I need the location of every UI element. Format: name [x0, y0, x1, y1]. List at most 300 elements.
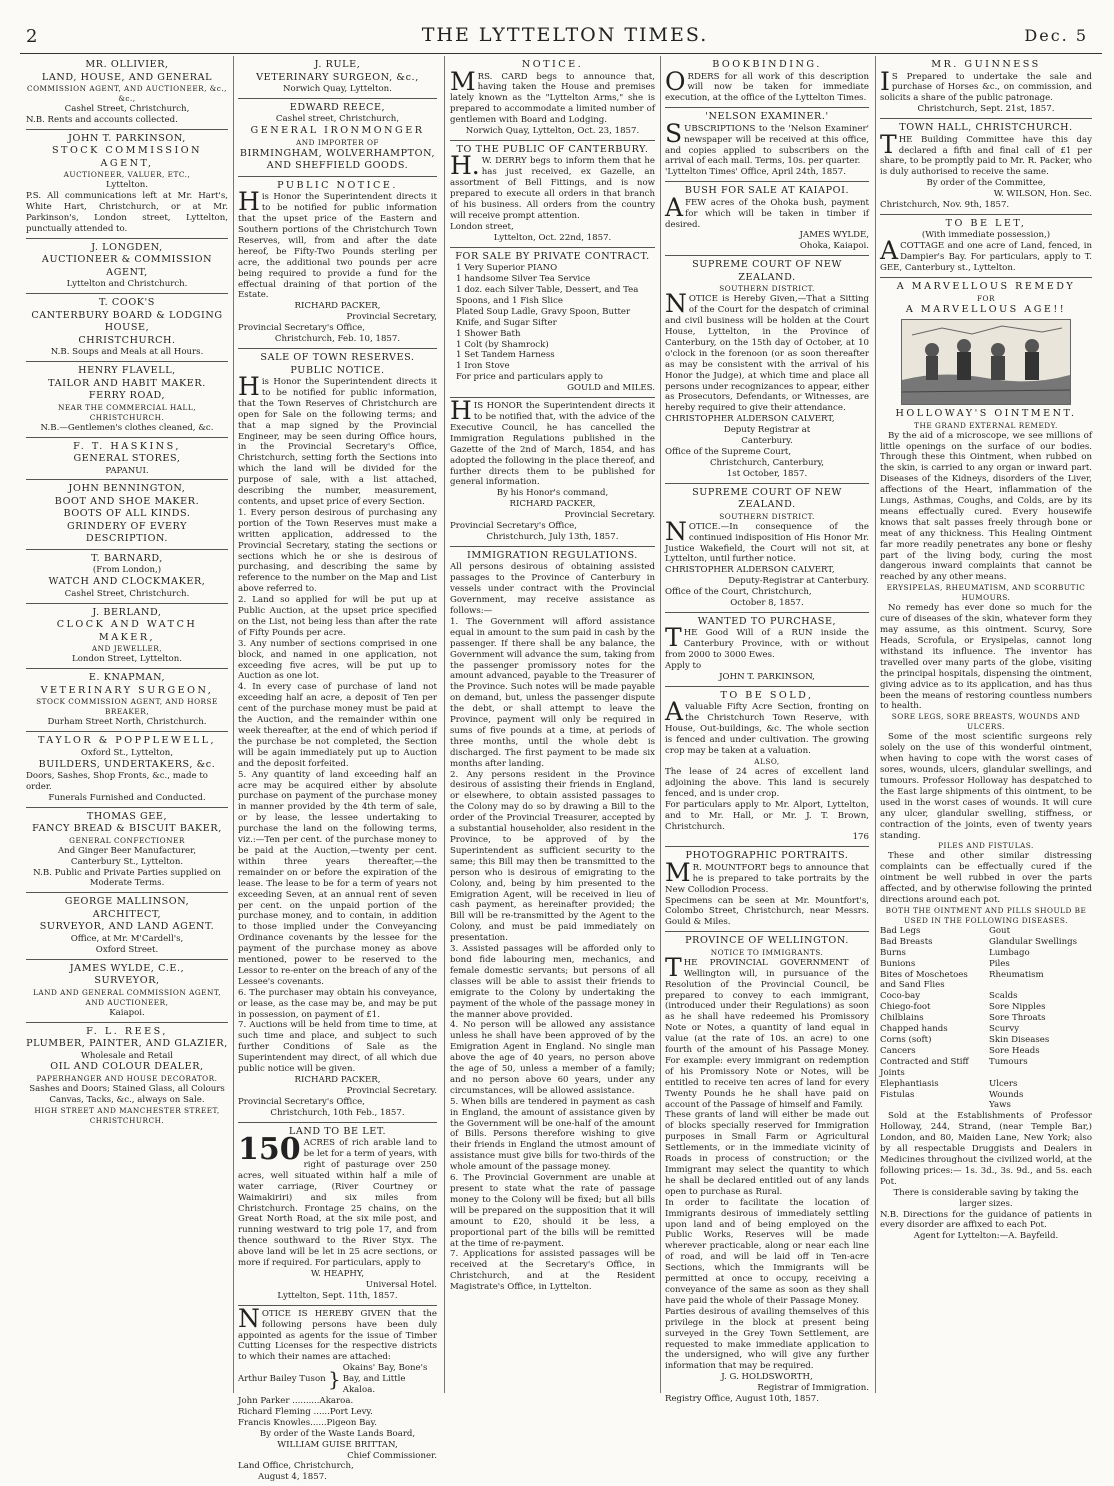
ad-sold: Sold at the Establishments of Professor Holloway, 244, Strand, (near Temple Bar,) London, and 80, Maiden Lane, New York; also by all respectable Druggists and Dealers in Medicines throughout the civilized world, at the following prices:— 1s. 3d., 3s. 9d., and 5s. each Pot.: [880, 1111, 1092, 1187]
list-item: Fistulas: [880, 1089, 915, 1100]
ad-heading: BUSH FOR SALE AT KAIAPOI.: [684, 185, 850, 197]
ad-address: London Street, Lyttelton.: [72, 654, 182, 665]
ad-body: Avaluable Fifty Acre Section, fronting on the Christchurch Town Reserve, with House, Out-buildings, &c. The whole section is fenced and under cultivation. The growing crop may be taken at a valuation.: [665, 697, 869, 757]
list-item: Corns (soft): [880, 1035, 932, 1045]
ad-signer: JAMES WYLDE,: [799, 230, 869, 241]
ad-knapman: [26, 671, 228, 732]
column-1: [26, 58, 228, 1391]
notice-body: THE PROVINCIAL GOVERNMENT of Wellington will, in pursuance of the Resolution of the Provincial Council, be prepared to convey to each immigrant, (introduced under their Regulations) as soon as he shall have redeemed his Promissory Note or Notes, a quantity of land equal in value (at the rate of 10s. an acre) to one fourth of the amount of his Passage Money. For example: every immigrant on redemption of his Promissory Note or Notes, will be entitled to receive ten acres of land for every Twenty Pounds he he shall have paid on account of the Passage of himself and Family.: [665, 952, 869, 1110]
ad-nb: N.B. Directions for the guidance of patients in every disorder are affixed to each Pot.: [880, 1209, 1092, 1231]
regulation: 2. Any persons resident in the Province desirous of assisting their friends in England, or elsewhere, to obtain assisted passages to the Colony may do so by drawing a Bill to the order of the Provincial Treasurer, accepted by a substantial householder, also resident in the Province, to be approved of by the Superintendent as sufficient security to the same; this Bill may then be transmitted to the person who is desirous of emigrating to the Colony, and, being by him presented to the Emigration Agent, will be received in lieu of cash payment, as hereinafter provided; the Bill will be re-transmitted by the Agent to the Colony, and must be paid immediately on presentation.: [450, 769, 655, 944]
notice-signer: RICHARD PACKER,: [509, 499, 596, 510]
ad-berland: [26, 606, 228, 669]
ad-land-to-let: [238, 1125, 437, 1306]
ad-date: Christchurch, Nov. 9th, 1857.: [880, 200, 1010, 211]
notice-signer-title: Provincial Secretary.: [346, 1085, 437, 1096]
ad-guinness: [880, 58, 1092, 119]
notice-date: Christchurch, 10th Feb., 1857.: [270, 1107, 405, 1118]
list-item: Rheumatism: [989, 969, 1044, 980]
notice-heading: SUPREME COURT OF NEW ZEALAND.: [692, 486, 842, 511]
ad-body: MR. MOUNTFORT begs to announce that he is prepared to take portraits by the New Collodion Process.: [665, 857, 869, 895]
list-item: Bites of Moschetoes and Sand Flies: [880, 969, 968, 991]
notice-term: 5. Any quantity of land exceeding half an acre may be acquired either by absolute purchase on payment of the purchase money in manner provided by the 4th term of sale, or by lease, the lessee undertaking to purchase the land on the following terms, viz.:—Ten per cent. of the purchase money to be paid at the Auction,—twenty per cent. within three years thereafter,—the remainder on or before the expiration of the lease. The lease to be for a term of years not exceeding Seven, at an annual rent of seven per cent. on the unpaid portion of the purchase money, and to contain, in addition to those implied under the Conveyancing Ordinance covenants by the lessee for the payment of the purchase money as above mentioned, power to be reserved to the Lessor to re-enter on the breach of any of the Lessee's covenants.: [238, 769, 437, 987]
ad-order: By order of the Committee,: [926, 178, 1046, 189]
ad-barnard: [26, 552, 228, 604]
ad-address: Durham Street North, Christchurch.: [47, 717, 207, 728]
ad-to-be-sold: [665, 689, 869, 847]
list-item: Gout: [989, 925, 1011, 936]
masthead: [20, 22, 1110, 48]
product-heading: HOLLOWAY'S OINTMENT.: [895, 408, 1077, 420]
ad-body: SUBSCRIPTIONS to the 'Nelson Examiner' newspaper will be received at this office, and copies applied to subscribers on the arrival of each mail. Terms, 10s. per quarter.: [665, 118, 869, 167]
list-item: Bad Legs: [880, 925, 921, 936]
newspaper-title: THE LYTTELTON TIMES.: [421, 24, 709, 46]
notice-heading: PROVINCE OF WELLINGTON.: [685, 935, 849, 947]
ad-signer-place: Universal Hotel.: [365, 1279, 437, 1290]
notice-district: SOUTHERN DISTRICT.: [719, 284, 815, 294]
list-item: Yaws: [989, 1100, 1011, 1111]
ad-parkinson: [26, 132, 228, 239]
regulation: 1. The Government will afford assistance equal in amount to the sum paid in cash by the passenger. If there shall be any balance, the Government will advance the sum, taking from the passenger promissory notes for the amount advanced, payable to the Treasurer of the Province. Such notes will be made payable on demand, but, unless the passenger dispute the debt, or shall attempt to leave the Province, payment will only be required in sums of five pounds at a time, at periods of three months, until the whole debt is discharged. The first payment to be made six months after landing.: [450, 616, 655, 769]
notice-signer-title: Registrar of Immigration.: [757, 1383, 869, 1394]
issue-date: Dec. 5: [1024, 26, 1088, 45]
ad-address: Office, at Mr. M'Cardell's,: [70, 933, 184, 944]
notice-body: In order to facilitate the location of Immigrants desirous of immediately settling upon land and of being employed on the Public Works, Reserves will be made wherever practicable, along or near each line of road, and will be laid off in Ten-acre Sections, which the Immigrants will be permitted at once to occupy, receiving a conveyance of the same as soon as they shall have paid the whole of their Passage Money.: [665, 1197, 869, 1306]
disease-list: [880, 926, 1092, 1111]
ad-heading: PHOTOGRAPHIC PORTRAITS.: [685, 850, 849, 862]
list-item: Glandular Swellings: [989, 936, 1078, 947]
notice-date: Registry Office, August 10th, 1857.: [665, 1394, 819, 1405]
sale-item: 1 doz. each Silver Table, Dessert, and Tea Spoons, and 1 Fish Slice: [456, 285, 639, 306]
notice-heading: NOTICE.: [521, 59, 584, 70]
ad-wanted: [665, 615, 869, 687]
ad-body: No remedy has ever done so much for the cure of diseases of the skin, whatever form they may assume, as this ointment. Scurvy, Sore Heads, Scrofula, or Erysipelas, cannot long withstand its influence. The inventor has travelled over many parts of the globe, visiting the principal hospitals, dispensing the ointment, giving advice as to its application, and has thus been the means of restoring countless numbers to health.: [880, 603, 1092, 712]
list-item: Sore Heads: [989, 1045, 1040, 1056]
ad-name: TAYLOR & POPPLEWELL,: [37, 735, 217, 747]
notice-upset-price: [238, 179, 437, 349]
sale-item: 1 Set Tandem Harness: [456, 350, 555, 361]
ad-subheading: (With immediate possession,): [921, 230, 1051, 241]
notice-signer: J. G. HOLDSWORTH,: [721, 1372, 813, 1383]
list-item: Piles: [989, 958, 1010, 969]
brace-glyph: }: [328, 1367, 341, 1392]
ad-name: J. BERLAND,: [92, 606, 162, 618]
notice-term: 6. The purchaser may obtain his conveyance, or lease, as the case may be, and may be put in possession, on payment of £1.: [238, 987, 437, 1020]
ad-trade: WATCH AND CLOCKMAKER,: [48, 576, 206, 588]
regulation: 3. Assisted passages will be afforded only to bond fide labouring men, mechanics, and female domestic servants; but persons of all classes will be able to assist their friends to emigrate to the Colony by undertaking the payment of the whole of the passage money in the manner above provided.: [450, 944, 655, 1020]
list-item: Coco-bay: [880, 991, 921, 1002]
ad-trade: FANCY BREAD & BISCUIT BAKER,: [32, 823, 222, 835]
notice-intro: His Honor the Superintendent directs it to be notified for public information, that the Town Reserves of Christchurch are open for Sale on the following terms; and that a map signed by the Provincial Engineer, may be seen during Office hours, in the Provincial Secretary's Office, Christchurch, setting forth the Sections into which the land will be divided for the purpose of sale, with a list attached, describing the number, measurement, contents, and upset price of every Section.: [238, 372, 437, 507]
ad-reece: [238, 101, 437, 177]
ad-address: PAPANUI.: [105, 465, 149, 476]
ad-name: J. LONGDEN,: [91, 241, 163, 253]
banner-line: A MARVELLOUS REMEDY: [896, 281, 1076, 293]
agent-row: Francis Knowles......Pigeon Bay.: [238, 1417, 377, 1428]
notice-subheading: PUBLIC NOTICE.: [290, 364, 385, 376]
ad-trade: LAND AND GENERAL COMMISSION AGENT,: [32, 987, 222, 997]
ad-trade: GENERAL IRONMONGER: [250, 125, 425, 137]
page-number: 2: [26, 26, 38, 47]
ad-reference: 176: [852, 832, 869, 843]
ad-trade: AND JEWELLER,: [91, 644, 163, 654]
ad-heading: MR. GUINNESS: [931, 59, 1041, 70]
ad-note: Sashes and Doors; Stained Glass, all Colours Canvas, Tacks, &c., always on Sale.: [29, 1083, 225, 1105]
ad-signer: W. HEAPHY,: [310, 1269, 365, 1279]
notice-date: 1st October, 1857.: [726, 468, 808, 479]
agent-districts: Okains' Bay, Bone's Bay, and Little Akaloa.: [342, 1363, 428, 1396]
ad-trade: AND SHEFFIELD GOODS.: [266, 160, 409, 172]
ad-address: CHRISTCHURCH.: [89, 1115, 165, 1125]
ad-trade: SURVEYOR, AND LAND AGENT.: [39, 921, 215, 933]
ad-trade: LAND, HOUSE, AND GENERAL: [41, 71, 213, 83]
ad-trade: VETERINARY SURGEON, &c.,: [256, 71, 419, 83]
notice-immigration-cancel: [450, 396, 655, 547]
ad-trade: BREAKER,: [104, 707, 150, 717]
ad-name: JOHN T. PARKINSON,: [68, 132, 186, 144]
ad-kaiapoi-bush: [665, 184, 869, 256]
sale-item: 1 Shower Bath: [456, 328, 521, 339]
ad-date: 'Lyttelton Times' Office, April 24th, 1857.: [665, 167, 846, 178]
ad-subheading: SORE LEGS, SORE BREASTS, WOUNDS AND ULCERS.: [891, 712, 1081, 732]
notice-office: Land Office, Christchurch,: [238, 1461, 354, 1472]
notice-signer: CHRISTOPHER ALDERSON CALVERT,: [665, 565, 835, 576]
ad-name: JOHN BENNINGTON,: [68, 483, 186, 495]
ad-heading: LAND TO BE LET.: [288, 1125, 387, 1137]
notice-body: NOTICE.—In consequence of the continued indisposition of His Honor Mr. Justice Wakefield, the Court will not sit, at Lyttelton, until further notice.: [665, 516, 869, 565]
notice-term: 1. Every person desirous of purchasing any portion of the Town Reserves must make a written application, addressed to the Provincial Secretary, stating the sections or sections which he or she is desirous of purchasing, and describing the same by reference to the number on the Map and List above referred to.: [238, 507, 437, 595]
ad-heading: 'NELSON EXAMINER.': [705, 111, 829, 123]
notice-signer: RICHARD PACKER,: [294, 1075, 381, 1085]
ad-body: By the aid of a microscope, we see millions of little openings on the surface of our bodies. Through these this Ointment, when rubbed on the skin, is carried to any organ or inward part. Diseases of the Kidneys, disorders of the Liver, affections of the Heart, inflammation of the Lungs, Asthmas, Coughs, and Colds, are by its means effectually cured. Every housewife knows that salt passes freely through bone or meat of any thickness. This Healing Ointment far more readily penetrates any bone or fleshy part of the living body, curing the most dangerous inward complaints that cannot be reached by any other means.: [880, 430, 1092, 583]
ad-trade: STOCK COMMISSION AGENT,: [51, 145, 203, 169]
notice-heading: SUPREME COURT OF NEW ZEALAND.: [692, 259, 842, 283]
notice-signer-title: Provincial Secretary.: [564, 510, 655, 521]
ad-trade: And Ginger Beer Manufacturer,: [57, 845, 197, 856]
ad-address: CHRISTCHURCH.: [78, 334, 176, 346]
notice-date: October 8, 1857.: [730, 598, 804, 609]
ad-trade: GENERAL STORES,: [73, 453, 181, 465]
ad-also: ALSO,: [754, 757, 780, 766]
ad-subheading: BOTH THE OINTMENT AND PILLS SHOULD BE USED IN THE FOLLOWING DISEASES.: [885, 905, 1087, 925]
list-item: Ulcers: [989, 1078, 1018, 1089]
column-4: [665, 58, 869, 1405]
ad-trade: TAILOR AND HABIT MAKER.: [48, 377, 206, 389]
column-rule-1: [233, 56, 234, 1393]
notice-date: Christchurch, July 13th, 1857.: [486, 531, 619, 542]
notice-body: His Honor the Superintendent directs it to be notified for public information that the upset price of the Eastern and Southern portions of the Christchurch Town Reserves, will, from and after the date hereof, be Fifty-Two Pounds sterling per acre, the additional two pounds per acre being required to provide a fund for the effectual draining of that portion of the Estate.: [238, 187, 437, 301]
notice-signer-title: Canterbury.: [741, 436, 793, 447]
ad-trade: GRINDERY OF EVERY DESCRIPTION.: [66, 520, 188, 545]
list-item: Scurvy: [989, 1024, 1020, 1035]
column-2: [238, 58, 437, 1483]
ad-flavell: [26, 364, 228, 437]
ad-apply: For particulars apply to Mr. Alport, Lyttelton, and to Mr. Hall, or Mr. J. T. Brown, Christchurch.: [665, 799, 869, 832]
ad-trade: BUILDERS, UNDERTAKERS, &c.: [38, 758, 216, 770]
ad-apply: For price and particulars apply to: [456, 372, 603, 383]
ad-rule: [238, 58, 437, 99]
ad-bookbinding: [665, 58, 869, 108]
ad-derry: [450, 143, 655, 248]
ad-photographic: [665, 849, 869, 932]
ad-holloway: [880, 280, 1092, 1245]
ad-trade: PAPERHANGER AND HOUSE DECORATOR.: [36, 1073, 218, 1083]
acreage-number: 150: [238, 1132, 301, 1168]
ad-trade: HOUSE,: [104, 322, 150, 334]
sale-item: 1 Iron Stove: [456, 361, 510, 372]
ad-body: THE Good Will of a RUN inside the Canterbury Province, with or without from 2000 to 3000 Ewes.: [665, 623, 869, 661]
list-item: Sore Nipples: [989, 1002, 1046, 1013]
ad-trade: ARCHITECT,: [92, 908, 162, 920]
notice-body: NOTICE is Hereby Given,—That a Sitting of the Court for the despatch of criminal and civil business will be holden at the Court House, Lyttelton, in the Province of Canterbury, on the 15th day of October, at 10 o'clock in the forenoon (or as soon thereafter as may be consistent with the arrival of his Honor the Judge), at which time and place all persons under recognizances to appear, either as Prosecutors, Defendants, or Witnesses, are hereby required to give their attendance.: [665, 289, 869, 414]
notice-term: 3. Any number of sections comprised in one block, and named in one application, not exceeding five acres, will be put up to Auction as one lot.: [238, 638, 437, 682]
notice-signer-title: Chief Commissioner.: [347, 1450, 437, 1461]
ad-note: Doors, Sashes, Shop Fronts, &c., made to order.: [26, 771, 208, 792]
notice-card: [450, 58, 655, 141]
ad-bennington: [26, 482, 228, 550]
ad-body: Specimens can be seen at Mr. Mountfort's, Colombo Street, Christchurch, near Messrs. Gould & Miles.: [665, 895, 869, 928]
ad-trade: PLUMBER, PAINTER, AND GLAZIER,: [26, 1038, 228, 1050]
ad-name: J. RULE,: [314, 59, 361, 70]
list-item: Chiego-foot: [880, 1002, 931, 1013]
ad-date: Lyttelton, Sept. 11th, 1857.: [277, 1290, 398, 1301]
ad-note: P.S. All communications left at Mr. Hart's, White Hart, Christchurch, or at Mr. Parkinson's, London street, Lyttelton, punctually attended to.: [26, 191, 228, 234]
ad-body: IS Prepared to undertake the sale and purchase of Horses &c., on commission, and solicits a share of the public patronage.: [880, 66, 1092, 104]
ad-heading: TO BE LET,: [945, 217, 1027, 229]
ad-address: Lyttelton.: [105, 180, 149, 191]
ad-trade: CLOCK AND WATCH MAKER,: [56, 619, 198, 643]
ad-trade: AND AUCTIONEER,: [85, 997, 169, 1007]
ad-body: Some of the most scientific surgeons rely solely on the use of this wonderful ointment, when having to cope with the worst cases of sores, wounds, ulcers, glandular swellings, and tumours. Professor Holloway has despatched to the East large shipments of this ointment, to be used in the worst cases of wounds. It will cure any ulcer, glandular swelling, stiffness, or contraction of the joints, even of twenty years standing.: [880, 732, 1092, 841]
column-rule-3: [660, 56, 661, 1393]
ad-from: (From London,): [92, 565, 162, 576]
ad-heading: TOWN HALL, CHRISTCHURCH.: [899, 122, 1073, 134]
agent-row: Richard Fleming ......Port Levy.: [238, 1406, 373, 1417]
ad-address: Lyttelton and Christchurch.: [66, 279, 188, 290]
column-3: [450, 58, 655, 1391]
banner-line: A MARVELLOUS AGE!!: [905, 303, 1067, 315]
notice-wellington: [665, 934, 869, 1408]
ad-address: NEAR THE COMMERCIAL HALL,: [57, 402, 197, 412]
ad-apply: Apply to: [665, 661, 702, 672]
ad-name: F. L. REES,: [86, 1025, 168, 1037]
ad-address: Cashel street, Christchurch,: [275, 114, 400, 125]
ad-agent: GOULD and MILES.: [567, 383, 655, 394]
ad-name: GEORGE MALLINSON,: [64, 896, 190, 908]
notice-sale-reserves: [238, 351, 437, 1123]
column-5: [880, 58, 1092, 1391]
ad-haskins: [26, 440, 228, 481]
notice-signer-title: Deputy-Registrar at Canterbury.: [728, 576, 869, 587]
product-subheading: THE GRAND EXTERNAL REMEDY.: [914, 420, 1058, 430]
regulation: 6. The Provincial Government are unable at present to state what the rate of passage money to the Colony will be fixed; but all bills will be prepared on the supposition that it will amount to £20, should it be less, a proportional part of the bills will be remitted at the time of re-payment.: [450, 1173, 655, 1249]
ad-heading: WANTED TO PURCHASE,: [697, 615, 837, 627]
ad-trade: AND IMPORTER OF: [296, 137, 379, 147]
ad-trade: COMMISSION AGENT, AND AUCTIONEER, &c., &c.,: [26, 84, 228, 103]
agent-row: John Parker ..........Akaroa.: [238, 1395, 354, 1406]
list-item: Bunions: [880, 958, 916, 969]
list-item: Scalds: [989, 991, 1018, 1002]
notice-term: 2. Land so applied for will be put up at Public Auction, at the upset price specified on the List, not being less than after the rate of Fifty Pounds per acre.: [238, 595, 437, 638]
ad-wylde: [26, 962, 228, 1023]
banner-line: FOR: [976, 293, 996, 303]
notice-signer: CHRISTOPHER ALDERSON CALVERT,: [665, 414, 835, 425]
ad-note: N.B. Public and Private Parties supplied on Moderate Terms.: [33, 867, 221, 889]
ad-taylor-popplewell: [26, 734, 228, 808]
ad-heading: FOR SALE BY PRIVATE CONTRACT.: [455, 250, 650, 262]
ad-trade: CANTERBURY BOARD & LODGING: [31, 309, 223, 321]
notice-signer: RICHARD PACKER,: [294, 301, 381, 312]
list-item: Sore Throats: [989, 1013, 1046, 1024]
list-item: Tumours: [989, 1056, 1028, 1067]
notice-term: 7. Auctions will be held from time to time, at such time and place, and subject to such further Conditions of Sale as the Superintendent may direct, of all which due public notice will be given.: [238, 1020, 437, 1075]
notice-date: August 4, 1857.: [258, 1472, 327, 1483]
ad-trade: BOOT AND SHOE MAKER.: [54, 495, 200, 507]
ad-trade: AUCTIONEER, VALUER, ETC.,: [63, 170, 191, 180]
ad-trade: STOCK COMMISSION AGENT, AND HORSE: [36, 697, 218, 707]
sale-item: 1 handsome Silver Tea Service: [456, 274, 591, 285]
list-item: Skin Diseases: [989, 1035, 1050, 1045]
ad-body: ACRES of rich arable land to be let for a term of years, with right of pasturage over 250 acres, well situated within half a mile of water carriage, (River Courtney or Waimakiriri) and six miles from Christchurch. Frontage 25 chains, on the Great North Road, at the six mile post, and running westward to trig pole 17, and from thence southward to the River Styx. The above land will be let in 25 acre sections, or more if required. For particulars, apply to: [238, 1138, 437, 1269]
notice-heading: PUBLIC NOTICE.: [277, 179, 398, 191]
ad-name: E. KNAPMAN,: [88, 672, 166, 684]
notice-body: These grants of land will either be made out of blocks specially reserved for Immigration purposes in Small Farm or Agricultural Settlements, or in the immediate vicinity of Roads in process of construction; or the Immigrant may select the quantity to which he shall be declared entitled out of any lands open to purchase as Rural.: [665, 1110, 869, 1197]
ad-name: EDWARD REECE,: [289, 101, 386, 113]
ad-trade: BOOTS OF ALL KINDS.: [63, 508, 191, 520]
ad-heading: BOOKBINDING.: [712, 59, 822, 70]
engraving-illustration: [901, 319, 1071, 405]
notice-office: Office of the Supreme Court,: [665, 446, 792, 457]
list-item: Burns: [880, 947, 906, 958]
ad-mallinson: [26, 895, 228, 959]
ad-body: ACOTTAGE and one acre of Land, fenced, in Dampier's Bay. For particulars, apply to T. GEE, Canterbury st., Lyttelton.: [880, 236, 1092, 274]
masthead-rule: [20, 53, 1102, 54]
ad-name: T. COOK'S: [99, 297, 155, 309]
ad-trade: BIRMINGHAM, WOLVERHAMPTON,: [239, 147, 436, 159]
ad-note: N.B.—Gentlemen's clothes cleaned, &c.: [40, 422, 214, 433]
ad-note: N.B. Rents and accounts collected.: [26, 114, 178, 125]
ad-body: THE Building Committee have this day declared a fifth and final call of £1 per share, to be promptly paid to Mr. R. Packer, who is duly authorised to receive the same.: [880, 129, 1092, 178]
column-rule-2: [444, 56, 445, 1393]
list-item: Cancers: [880, 1045, 916, 1056]
ad-trade: GENERAL CONFECTIONER: [69, 835, 185, 845]
ad-cook: [26, 296, 228, 362]
list-item: Bad Breasts: [880, 936, 933, 947]
notice-date: Norwich Quay, Lyttelton, Oct. 23, 1857.: [465, 126, 640, 137]
ad-address: Cashel Street, Christchurch.: [64, 588, 190, 599]
notice-body: NOTICE IS HEREBY GIVEN that the following persons have been duly appointed as agents for the issue of Timber Cutting Licenses for the respective districts to which their names are attached:: [238, 1303, 437, 1363]
ad-address: HIGH STREET AND MANCHESTER STREET,: [34, 1105, 220, 1115]
ad-body: These and other similar distressing complaints can be effectually cured if the ointment be well rubbed in over the parts affected, and by otherwise following the printed directions around each pot.: [880, 851, 1092, 906]
notice-place: Christchurch, Canterbury,: [709, 457, 825, 468]
ad-address: Oxford Street.: [95, 944, 159, 955]
ad-address: London street,: [450, 221, 514, 232]
notice-body: HIS HONOR the Superintendent directs it to be notified that, with the advice of the Executive Council, he has cancelled the Immigration Regulations published in the Gazette of the 2nd of March, 1854, and has adopted the following in the place thereof, and further directs them to be published for general information.: [450, 396, 655, 488]
notice-timber-licenses: [238, 1303, 437, 1486]
ad-trade: SURVEYOR,: [94, 975, 160, 987]
notice-signer-title: Deputy Registrar at: [723, 425, 811, 436]
notice-supreme-court-2: [665, 486, 869, 613]
ad-note: Funerals Furnished and Conducted.: [48, 792, 206, 803]
ad-address: Canterbury St., Lyttelton.: [70, 856, 184, 867]
notice-signer-title: Provincial Secretary,: [346, 312, 437, 323]
ad-body: AFEW acres of the Ohoka bush, payment for which will be taken in timber if desired.: [665, 192, 869, 230]
ad-note: N.B. Soups and Meals at all Hours.: [50, 347, 204, 358]
ad-address: Norwich Quay, Lyttelton.: [283, 84, 392, 94]
ad-agent: Agent for Lyttelton:—A. Bayfeild.: [913, 1231, 1059, 1242]
ad-town-hall: [880, 121, 1092, 215]
ad-ollivier: [26, 58, 228, 130]
ad-name: HENRY FLAVELL,: [78, 365, 176, 377]
ad-date: Lyttelton, Oct. 22nd, 1857.: [493, 232, 612, 243]
list-item: Chilblains: [880, 1013, 924, 1024]
ad-nelson-examiner: [665, 110, 869, 182]
ad-name: THOMAS GEE,: [86, 810, 168, 822]
notice-date: Christchurch, Feb. 10, 1857.: [274, 334, 401, 345]
regulation: 7. Applications for assisted passages will be received at the Secretary's Office, in Christchurch, and at the Resident Magistrate's Office, in Lyttelton.: [450, 1249, 655, 1293]
notice-office: Provincial Secretary's Office,: [450, 521, 577, 532]
ad-trade: VETERINARY SURGEON,: [40, 684, 214, 696]
ad-trade: AUCTIONEER & COMMISSION AGENT,: [41, 254, 213, 278]
ad-heading: TO THE PUBLIC OF CANTERBURY.: [456, 143, 649, 155]
ad-trade: OIL AND COLOUR DEALER,: [50, 1061, 204, 1073]
ad-rees: [26, 1025, 228, 1129]
ad-subheading: ERYSIPELAS, RHEUMATISM, AND SCORBUTIC HUMOURS.: [886, 583, 1086, 603]
ad-date: Christchurch, Sept. 21st, 1857.: [917, 104, 1055, 115]
ad-heading: TO BE SOLD,: [720, 689, 814, 701]
ad-body: ORDERS for all work of this description will now be taken for immediate execution, at the office of the Lyttelton Times.: [665, 66, 869, 104]
ad-to-let: [880, 217, 1092, 278]
notice-supreme-court-1: [665, 258, 869, 483]
ad-saving: There is considerable saving by taking the larger sizes.: [893, 1187, 1079, 1209]
ad-name: F. T. HASKINS,: [73, 440, 181, 452]
notice-body: MRS. CARD begs to announce that, having taken the House and premises lately known as the "Lyttelton Arms," she is prepared to accommodate a limited number of gentlemen with Board and Lodging.: [450, 66, 655, 126]
list-item: Lumbago: [989, 947, 1030, 958]
ad-body: H.W. DERRY begs to inform them that he has just received, ex Gazelle, an assortment of Bell Fittings, and is now prepared to execute all orders in that branch of his business. All orders from the country will receive prompt attention.: [450, 151, 655, 221]
list-item: Elephantiasis: [880, 1078, 939, 1089]
ad-name: MR. OLLIVIER,: [85, 59, 169, 70]
ad-address: FERRY ROAD,: [88, 390, 166, 402]
ad-subheading: PILES AND FISTULAS.: [938, 841, 1034, 851]
notice-term: 4. In every case of purchase of land not exceeding half an acre, a deposit of Ten per cent of the purchase money must be paid at the Auction, and the remainder within one week thereafter, at the end of which period if the purchase be not completed, the Section will be again immediately put up to Auction and the deposit forfeited.: [238, 682, 437, 769]
ad-gee: [26, 810, 228, 894]
list-item: Chapped hands: [880, 1024, 948, 1035]
notice-command: By his Honor's command,: [496, 488, 609, 499]
regulation: 5. When bills are tendered in payment as cash in England, the amount of assistance given by the Government will be one-half of the amount of Bills. Persons therefore wishing to give their friends in England the utmost amount of assistance must give bills for two-thirds of the whole amount of the passage money.: [450, 1096, 655, 1173]
notice-subheading: NOTICE TO IMMIGRANTS.: [710, 947, 824, 957]
list-item: Contracted and Stiff Joints: [880, 1056, 969, 1078]
notice-office: Office of the Court, Christchurch,: [665, 587, 812, 598]
notice-intro: All persons desirous of obtaining assisted passages to the Province of Canterbury in vessels under contract with the Provincial Government, may receive assistance as follows:—: [450, 562, 655, 616]
immigration-regulations: [450, 549, 655, 1296]
notice-office: Provincial Secretary's Office,: [238, 323, 365, 334]
regulation: 4. No person will be allowed any assistance unless he shall have been approved of by the Emigration Agent in England. No single man above the age of 40 years, no person above the age of 50, unless a member of a family; and no person above 60 years, under any circumstances, will be allowed assistance.: [450, 1020, 655, 1096]
sale-item: Plated Soup Ladle, Gravy Spoon, Butter Knife, and Sugar Sifter: [456, 306, 631, 328]
notice-signer: WILLIAM GUISE BRITTAN,: [277, 1439, 398, 1450]
ad-place: Ohoka, Kaiapoi.: [799, 241, 869, 252]
ad-address: Oxford St., Lyttelton,: [80, 747, 174, 758]
notice-body: Parties desirous of availing themselves of this privilege in the block at present being surveyed in the Grey Town Settlement, are requested to make immediate application to the undersigned, who will give any further information that may be required.: [665, 1306, 869, 1372]
sale-item: 1 Very Superior PIANO: [456, 263, 558, 274]
list-item: Wounds: [989, 1089, 1024, 1100]
ad-address: Cashel Street, Christchurch,: [64, 104, 190, 114]
notice-heading: SALE OF TOWN RESERVES.: [260, 352, 415, 363]
ad-longden: [26, 241, 228, 294]
ad-signer: W. WILSON, Hon. Sec.: [993, 189, 1092, 200]
notice-heading: IMMIGRATION REGULATIONS.: [467, 549, 638, 561]
ad-trade: Wholesale and Retail: [81, 1050, 173, 1061]
notice-order: By order of the Waste Lands Board,: [259, 1428, 416, 1439]
